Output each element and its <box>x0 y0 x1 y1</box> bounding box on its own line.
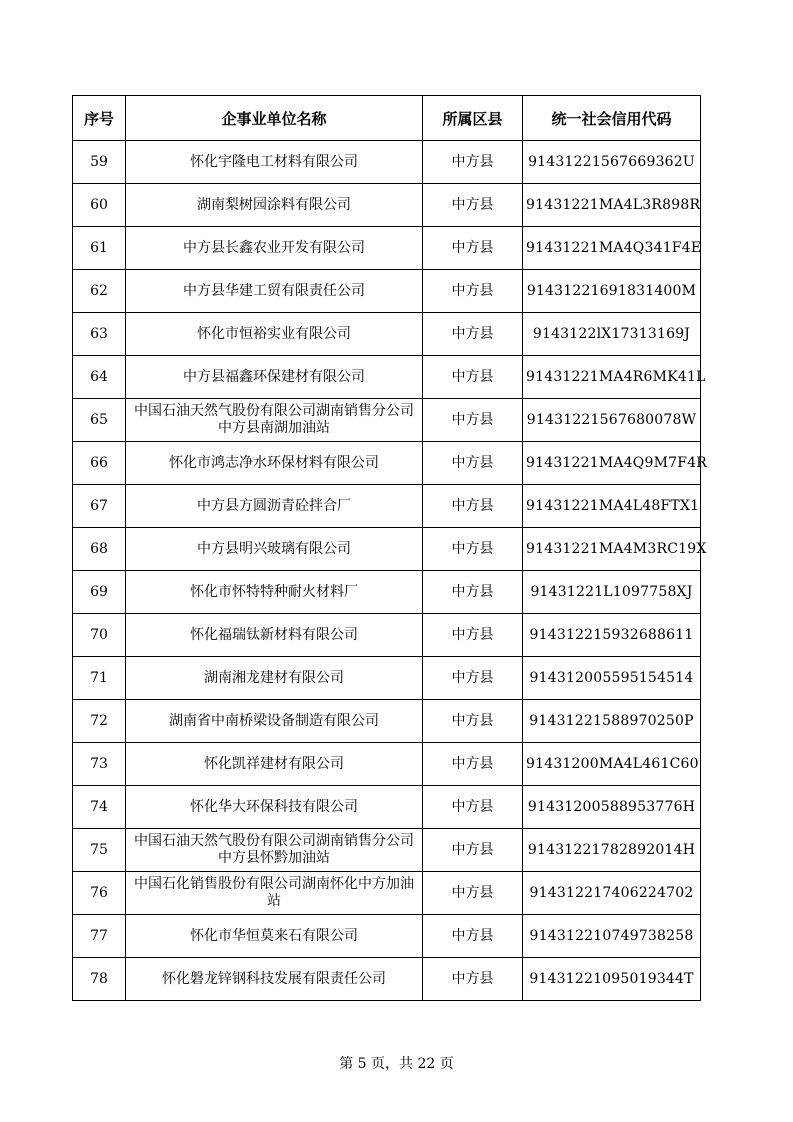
cell-code: 91431221MA4L48FTX1 <box>523 485 701 528</box>
cell-district: 中方县 <box>423 184 523 227</box>
cell-district: 中方县 <box>423 872 523 915</box>
cell-seq: 75 <box>73 829 126 872</box>
cell-seq: 76 <box>73 872 126 915</box>
cell-seq: 78 <box>73 958 126 1001</box>
table-row <box>73 356 701 399</box>
cell-code: 91431221MA4R6MK41L <box>523 356 701 399</box>
cell-code: 914312005595154514 <box>523 657 701 700</box>
table-body <box>73 141 707 1001</box>
enterprise-table <box>72 95 707 1001</box>
cell-district: 中方县 <box>423 442 523 485</box>
header-seq: 序号 <box>73 96 126 141</box>
cell-district: 中方县 <box>423 743 523 786</box>
cell-district: 中方县 <box>423 614 523 657</box>
cell-seq: 72 <box>73 700 126 743</box>
cell-district: 中方县 <box>423 829 523 872</box>
table-row <box>73 313 701 356</box>
cell-name: 怀化凯祥建材有限公司 <box>126 743 423 786</box>
cell-seq: 64 <box>73 356 126 399</box>
cell-district: 中方县 <box>423 313 523 356</box>
cell-name: 中方县明兴玻璃有限公司 <box>126 528 423 571</box>
cell-seq: 73 <box>73 743 126 786</box>
table-row <box>73 872 701 915</box>
cell-code: 91431200MA4L461C60 <box>523 743 701 786</box>
table-row <box>73 700 701 743</box>
cell-district: 中方县 <box>423 399 523 442</box>
cell-name: 中方县福鑫环保建材有限公司 <box>126 356 423 399</box>
table-row <box>73 227 701 270</box>
cell-name: 怀化福瑞钛新材料有限公司 <box>126 614 423 657</box>
cell-code: 91431221588970250P <box>523 700 701 743</box>
table-row <box>73 485 701 528</box>
cell-code: 914312210749738258 <box>523 915 701 958</box>
table-row <box>73 442 701 485</box>
cell-seq: 65 <box>73 399 126 442</box>
cell-district: 中方县 <box>423 958 523 1001</box>
cell-code: 91431221567669362U <box>523 141 701 184</box>
cell-code: 91431221095019344T <box>523 958 701 1001</box>
cell-district: 中方县 <box>423 227 523 270</box>
cell-name: 怀化磐龙锌钢科技发展有限责任公司 <box>126 958 423 1001</box>
cell-name: 中国石化销售股份有限公司湖南怀化中方加油站 <box>126 872 423 915</box>
cell-code: 91431200588953776H <box>523 786 701 829</box>
cell-district: 中方县 <box>423 786 523 829</box>
header-name: 企事业单位名称 <box>126 96 423 141</box>
cell-code: 91431221691831400M <box>523 270 701 313</box>
table-row <box>73 184 701 227</box>
cell-seq: 71 <box>73 657 126 700</box>
cell-seq: 63 <box>73 313 126 356</box>
cell-district: 中方县 <box>423 141 523 184</box>
cell-district: 中方县 <box>423 270 523 313</box>
cell-district: 中方县 <box>423 657 523 700</box>
cell-code: 9143122lX17313169J <box>523 313 701 356</box>
table-header-row <box>73 96 701 141</box>
cell-name: 中方县长鑫农业开发有限公司 <box>126 227 423 270</box>
cell-code: 91431221MA4M3RC19X <box>523 528 701 571</box>
cell-code: 91431221782892014H <box>523 829 701 872</box>
cell-seq: 77 <box>73 915 126 958</box>
cell-district: 中方县 <box>423 571 523 614</box>
table-row <box>73 399 701 442</box>
cell-code: 91431221L1097758XJ <box>523 571 701 614</box>
cell-name: 中方县方圆沥青砼拌合厂 <box>126 485 423 528</box>
cell-district: 中方县 <box>423 485 523 528</box>
cell-district: 中方县 <box>423 528 523 571</box>
cell-name: 怀化市怀特特种耐火材料厂 <box>126 571 423 614</box>
cell-code: 91431221MA4Q341F4E <box>523 227 701 270</box>
table-row <box>73 915 701 958</box>
page-number: 第 5 页，共 22 页 <box>339 1056 454 1072</box>
table-row <box>73 829 701 872</box>
cell-seq: 69 <box>73 571 126 614</box>
cell-seq: 66 <box>73 442 126 485</box>
cell-seq: 70 <box>73 614 126 657</box>
cell-code: 914312217406224702 <box>523 872 701 915</box>
table-row <box>73 614 701 657</box>
cell-district: 中方县 <box>423 915 523 958</box>
cell-code: 91431221MA4L3R898R <box>523 184 701 227</box>
cell-name: 怀化市恒裕实业有限公司 <box>126 313 423 356</box>
cell-name: 中国石油天然气股份有限公司湖南销售分公司中方县南湖加油站 <box>126 399 423 442</box>
table-row <box>73 270 701 313</box>
table-row <box>73 786 701 829</box>
cell-district: 中方县 <box>423 700 523 743</box>
table-row <box>73 141 701 184</box>
cell-name: 中国石油天然气股份有限公司湖南销售分公司中方县怀黔加油站 <box>126 829 423 872</box>
cell-name: 湖南梨树园涂料有限公司 <box>126 184 423 227</box>
cell-code: 91431221MA4Q9M7F4R <box>523 442 701 485</box>
table-row <box>73 528 701 571</box>
cell-district: 中方县 <box>423 356 523 399</box>
cell-name: 中方县华建工贸有限责任公司 <box>126 270 423 313</box>
cell-name: 怀化市华恒莫来石有限公司 <box>126 915 423 958</box>
cell-seq: 62 <box>73 270 126 313</box>
cell-name: 湖南省中南桥梁设备制造有限公司 <box>126 700 423 743</box>
cell-seq: 68 <box>73 528 126 571</box>
table-row <box>73 958 701 1001</box>
cell-seq: 59 <box>73 141 126 184</box>
cell-seq: 74 <box>73 786 126 829</box>
table-row <box>73 657 701 700</box>
cell-name: 怀化华大环保科技有限公司 <box>126 786 423 829</box>
header-code: 统一社会信用代码 <box>523 96 701 141</box>
table-row <box>73 743 701 786</box>
cell-seq: 60 <box>73 184 126 227</box>
cell-name: 湖南湘龙建材有限公司 <box>126 657 423 700</box>
cell-seq: 61 <box>73 227 126 270</box>
cell-name: 怀化市鸿志净水环保材料有限公司 <box>126 442 423 485</box>
cell-seq: 67 <box>73 485 126 528</box>
table-row <box>73 571 701 614</box>
cell-name: 怀化宇隆电工材料有限公司 <box>126 141 423 184</box>
cell-code: 914312215932688611 <box>523 614 701 657</box>
header-district: 所属区县 <box>423 96 523 141</box>
cell-code: 91431221567680078W <box>523 399 701 442</box>
